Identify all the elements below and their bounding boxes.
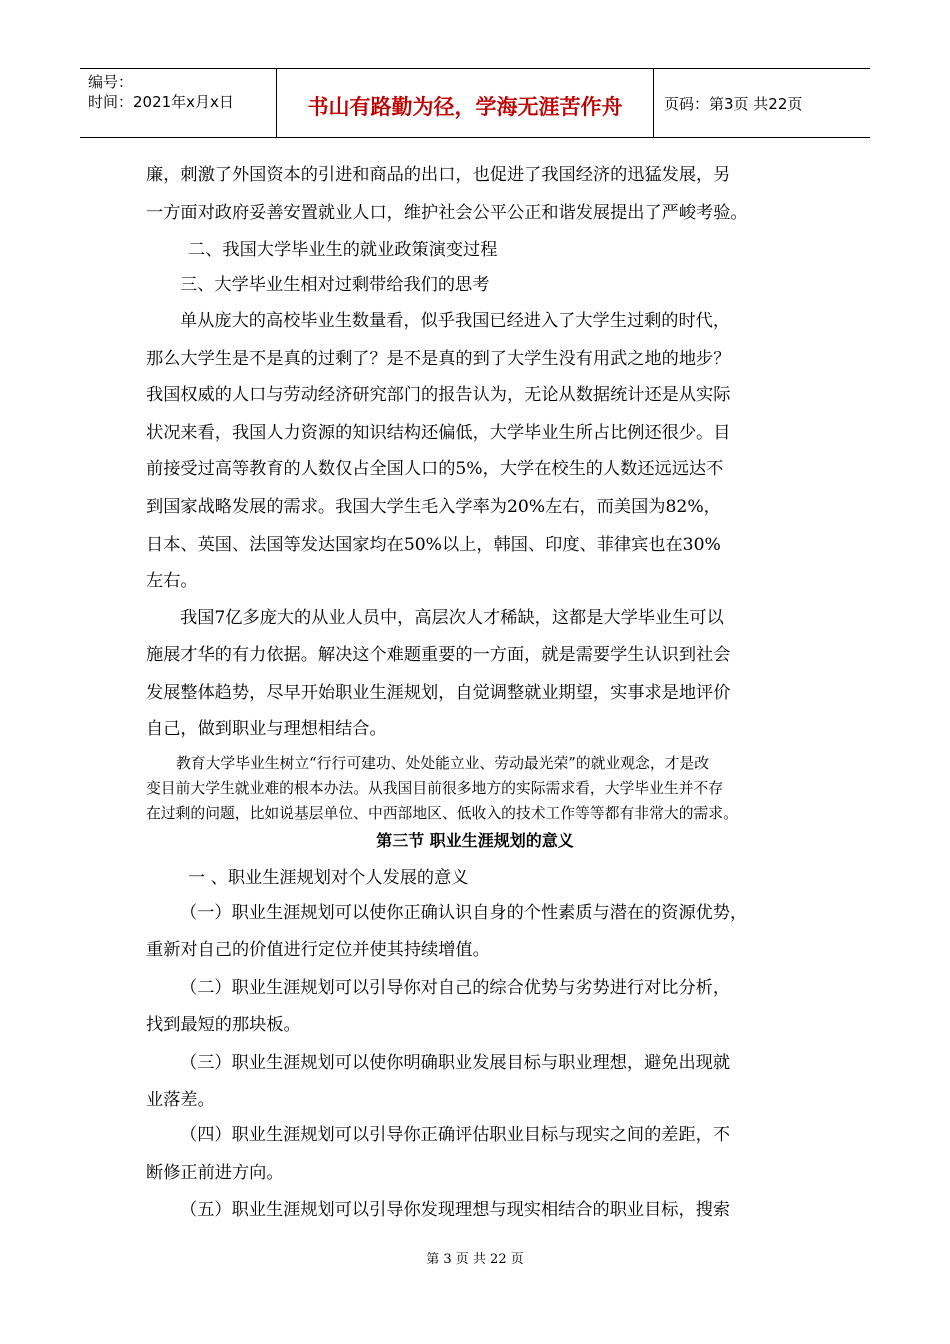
body-line: 前接受过高等教育的人数仅占全国人口的5%，大学在校生的人数还远远达不	[146, 459, 724, 479]
list-item: （二）职业生涯规划可以引导你对自己的综合优势与劣势进行对比分析，	[180, 978, 731, 998]
body-line: 状况来看，我国人力资源的知识结构还偏低，大学毕业生所占比例还很少。目	[146, 423, 731, 443]
body-line: 自己，做到职业与理想相结合。	[146, 719, 387, 739]
section-heading: 三、大学毕业生相对过剩带给我们的思考	[180, 275, 490, 295]
body-line: 我国权威的人口与劳动经济研究部门的报告认为，无论从数据统计还是从实际	[146, 385, 731, 405]
body-line: 业落差。	[146, 1090, 215, 1110]
list-item: （四）职业生涯规划可以引导你正确评估职业目标与现实之间的差距，不	[180, 1125, 731, 1145]
list-item: （三）职业生涯规划可以使你明确职业发展目标与职业理想，避免出现就	[180, 1053, 731, 1073]
header-page-cell	[654, 69, 870, 137]
body-line: 施展才华的有力依据。解决这个难题重要的一方面，就是需要学生认识到社会	[146, 645, 731, 665]
body-line: 单从庞大的高校毕业生数量看，似乎我国已经进入了大学生过剩的时代，	[180, 311, 731, 331]
header-meta-cell	[80, 69, 277, 137]
document-date: 时间：2021年x月x日	[88, 93, 234, 111]
body-line: 左右。	[146, 571, 198, 591]
list-item: （五）职业生涯规划可以引导你发现理想与现实相结合的职业目标，搜索	[180, 1200, 731, 1220]
subsection-heading: 一 、职业生涯规划对个人发展的意义	[188, 868, 469, 888]
body-line: 廉，刺激了外国资本的引进和商品的出口，也促进了我国经济的迅猛发展，另	[146, 165, 731, 185]
body-line: 那么大学生是不是真的过剩了？是不是真的到了大学生没有用武之地的地步？	[146, 349, 731, 369]
body-line: 找到最短的那块板。	[146, 1015, 301, 1035]
body-line: 到国家战略发展的需求。我国大学生毛入学率为20%左右，而美国为82%，	[146, 497, 721, 517]
body-line-small: 教育大学毕业生树立“行行可建功、处处能立业、劳动最光荣”的就业观念，才是改	[176, 755, 710, 772]
page-footer: 第 3 页 共 22 页	[426, 1252, 524, 1267]
body-line: 断修正前进方向。	[146, 1163, 284, 1183]
header-motto: 书山有路勤为径，学海无涯苦作舟	[307, 95, 623, 119]
body-line: 一方面对政府妥善安置就业人口，维护社会公平公正和谐发展提出了严峻考验。	[146, 203, 748, 223]
list-item: （一）职业生涯规划可以使你正确认识自身的个性素质与潜在的资源优势，	[180, 903, 748, 923]
header-page-number: 页码：第3页 共22页	[664, 95, 803, 113]
header-motto-cell	[277, 69, 654, 137]
body-line: 我国7亿多庞大的从业人员中，高层次人才稀缺，这都是大学毕业生可以	[180, 608, 724, 628]
section-title: 第三节 职业生涯规划的意义	[376, 831, 574, 850]
body-line: 发展整体趋势，尽早开始职业生涯规划，自觉调整就业期望，实事求是地评价	[146, 683, 731, 703]
document-number: 编号：	[88, 73, 134, 91]
body-line: 日本、英国、法国等发达国家均在50%以上，韩国、印度、菲律宾也在30%	[146, 535, 721, 555]
page-header	[80, 68, 870, 138]
body-line: 重新对自己的价值进行定位并使其持续增值。	[146, 940, 490, 960]
body-line-small: 变目前大学生就业难的根本办法。从我国目前很多地方的实际需求看，大学毕业生并不存	[146, 780, 724, 797]
body-line-small: 在过剩的问题，比如说基层单位、中西部地区、低收入的技术工作等等都有非常大的需求。	[146, 805, 738, 822]
section-heading: 二、我国大学毕业生的就业政策演变过程	[188, 240, 498, 260]
